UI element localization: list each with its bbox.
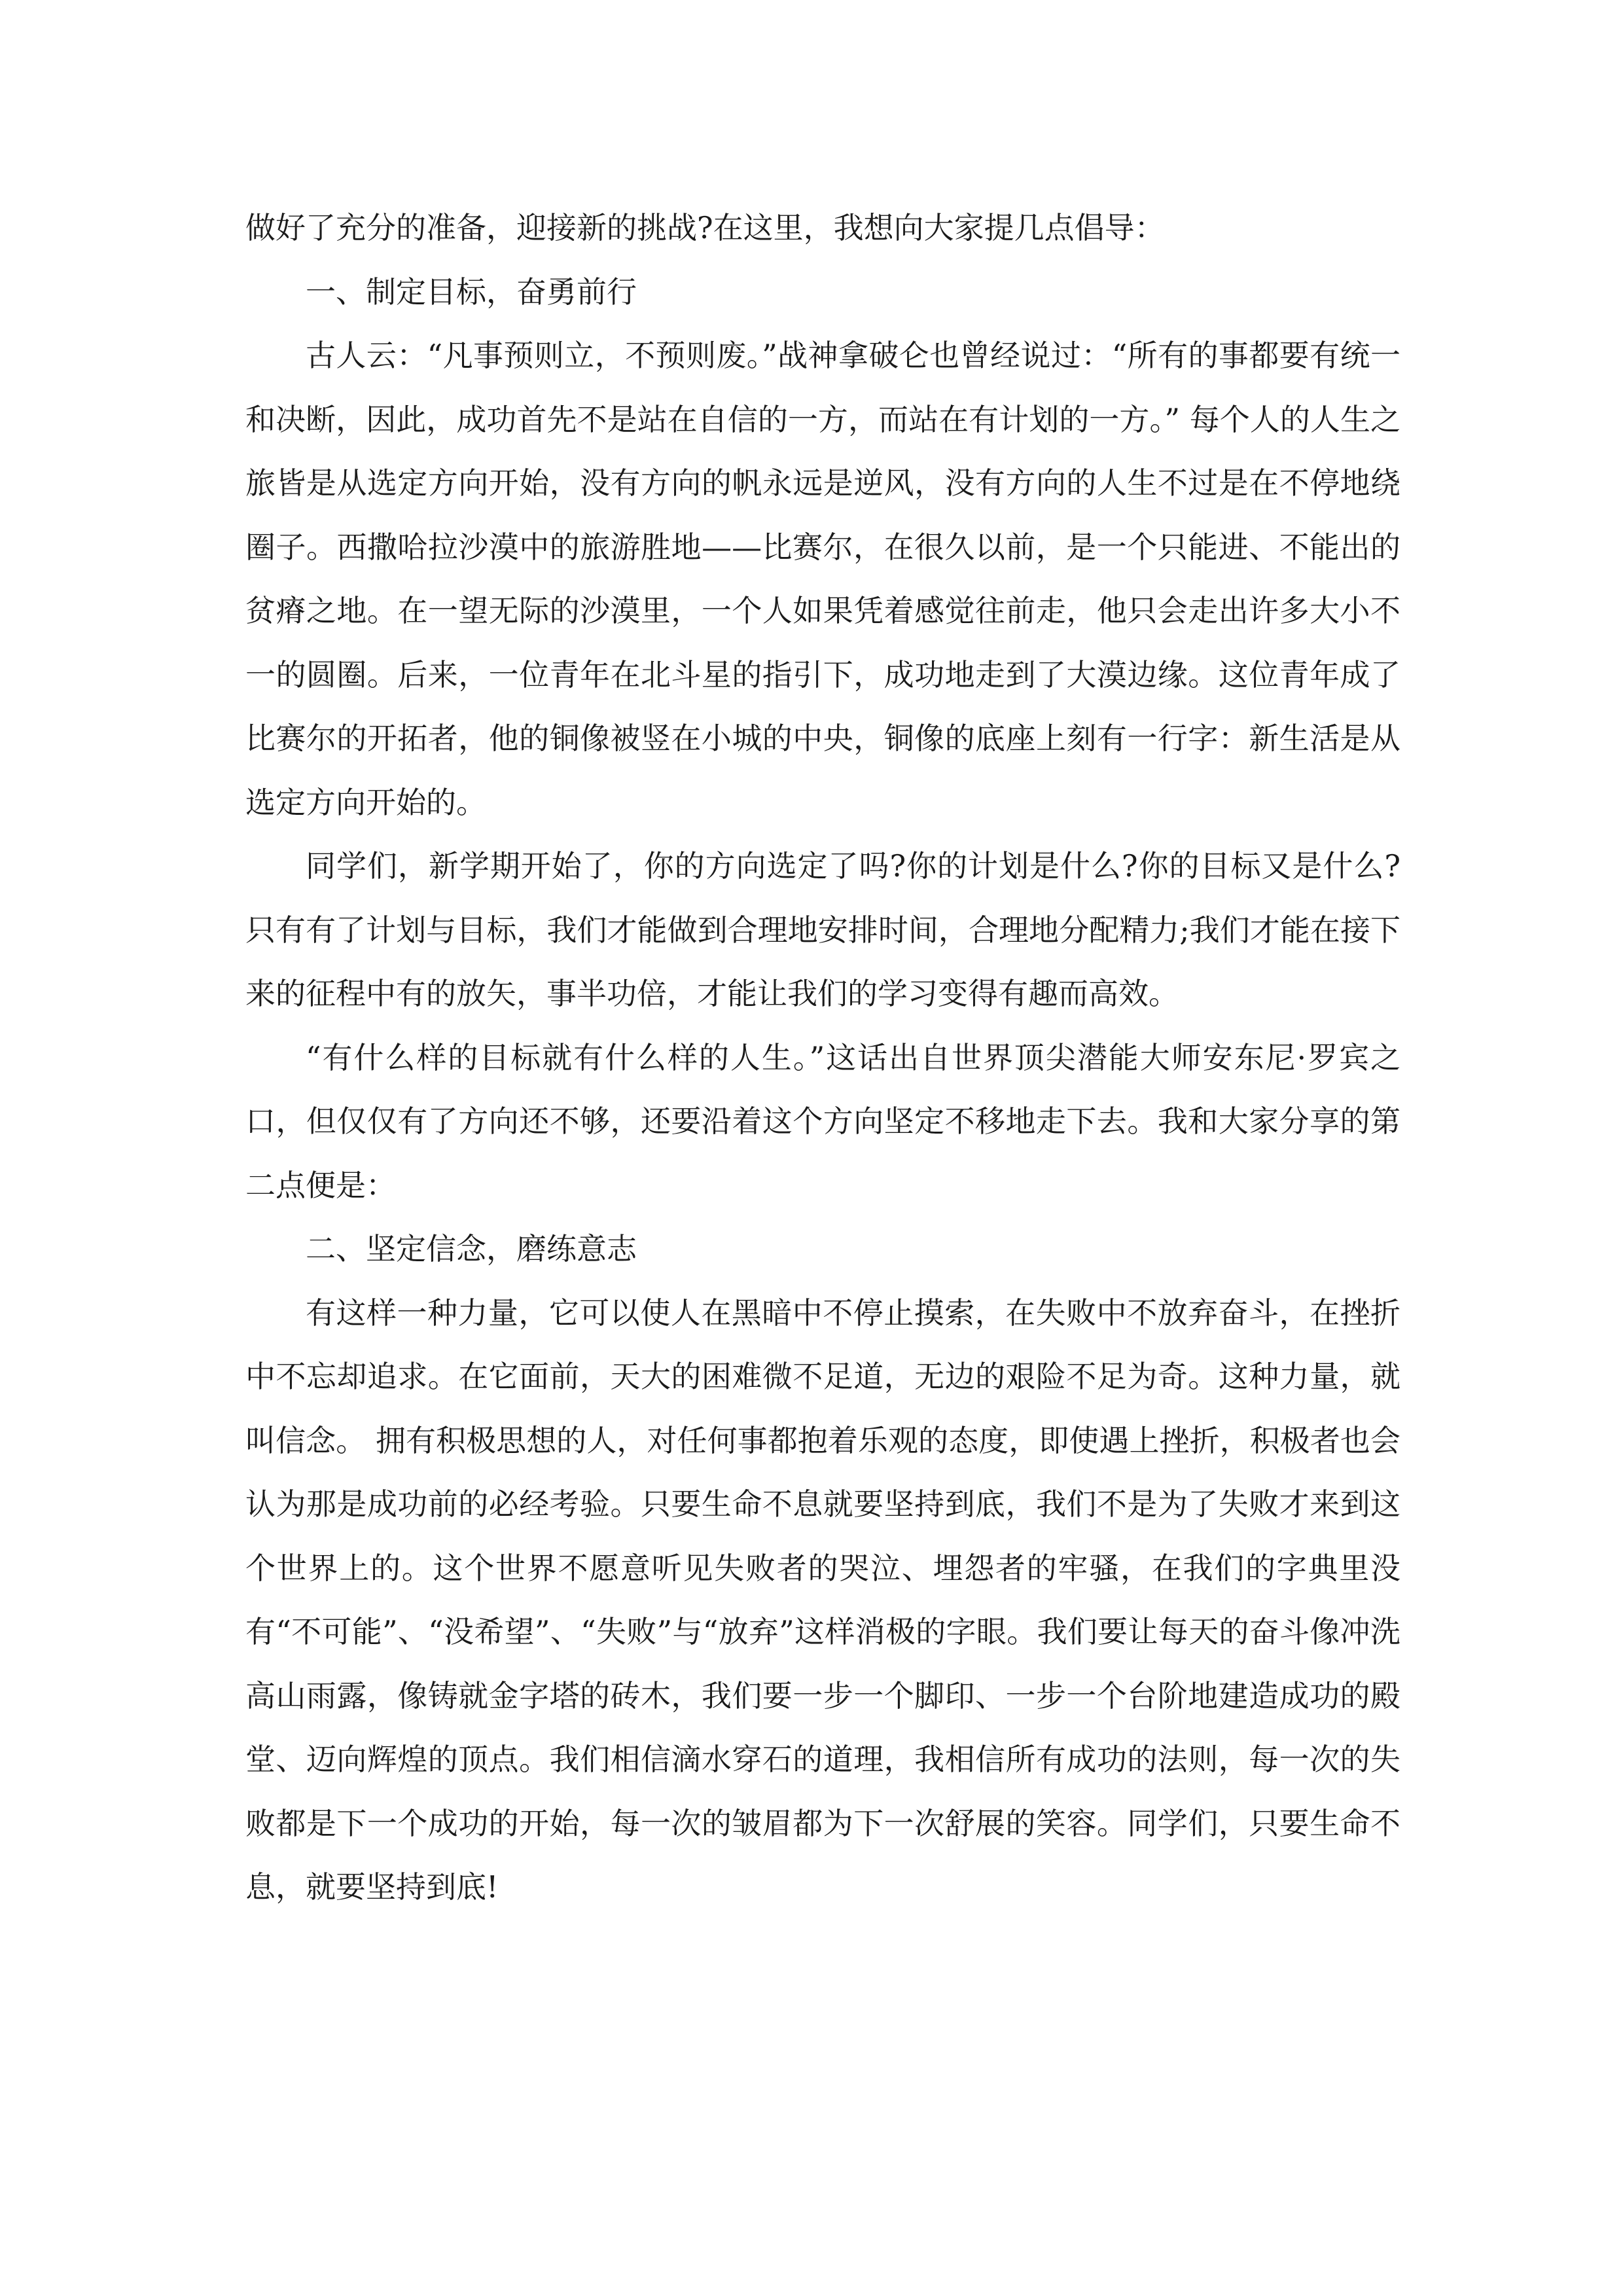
section-heading-1: 一、制定目标，奋勇前行	[306, 274, 637, 310]
section-heading-2: 二、坚定信念，磨练意志	[306, 1231, 637, 1266]
document-body	[245, 196, 1400, 1920]
paragraph: “有什么样的目标就有什么样的人生。”这话出自世界顶尖潜能大师安东尼·罗宾之口，但仅仅有了方向还不够，还要沿着这个方向坚定不移地走下去。我和大家分享的第二点便是：	[245, 1039, 1400, 1203]
paragraph: 古人云：“凡事预则立，不预则废。”战神拿破仑也曾经说过：“所有的事都要有统一和决断，因此，成功首先不是站在自信的一方，而站在有计划的一方。” 每个人的人生之旅皆是从选定方向开始，没有方向的帆永远是逆风，没有方向的人生不过是在不停地绕圈子。西撒哈拉沙漠中的旅游胜地——比赛尔，在很久以前，是一个只能进、不能出的贫瘠之地。在一望无际的沙漠里，一个人如果凭着感觉往前走，他只会走出许多大小不一的圆圈。后来，一位青年在北斗星的指引下，成功地走到了大漠边缘。这位青年成了比赛尔的开拓者，他的铜像被竖在小城的中央，铜像的底座上刻有一行字：新生活是从选定方向开始的。	[245, 338, 1400, 820]
paragraph: 有这样一种力量，它可以使人在黑暗中不停止摸索，在失败中不放弃奋斗，在挫折中不忘却追求。在它面前，天大的困难微不足道，无边的艰险不足为奇。这种力量，就叫信念。 拥有积极思想的人，对任何事都抱着乐观的态度，即使遇上挫折，积极者也会认为那是成功前的必经考验。只要生命不息就要坚持到底，我们不是为了失败才来到这个世界上的。这个世界不愿意听见失败者的哭泣、埋怨者的牢骚，在我们的字典里没有“不可能”、“没希望”、“失败”与“放弃”这样消极的字眼。我们要让每天的奋斗像冲洗高山雨露，像铸就金字塔的砖木，我们要一步一个脚印、一步一个台阶地建造成功的殿堂、迈向辉煌的顶点。我们相信滴水穿石的道理，我相信所有成功的法则，每一次的失败都是下一个成功的开始，每一次的皱眉都为下一次舒展的笑容。同学们，只要生命不息，就要坚持到底!	[245, 1295, 1400, 1905]
paragraph: 同学们，新学期开始了，你的方向选定了吗?你的计划是什么?你的目标又是什么?只有有了计划与目标，我们才能做到合理地安排时间，合理地分配精力;我们才能在接下来的征程中有的放矢，事半功倍，才能让我们的学习变得有趣而高效。	[245, 848, 1400, 1011]
paragraph: 做好了充分的准备，迎接新的挑战?在这里，我想向大家提几点倡导：	[245, 210, 1165, 245]
